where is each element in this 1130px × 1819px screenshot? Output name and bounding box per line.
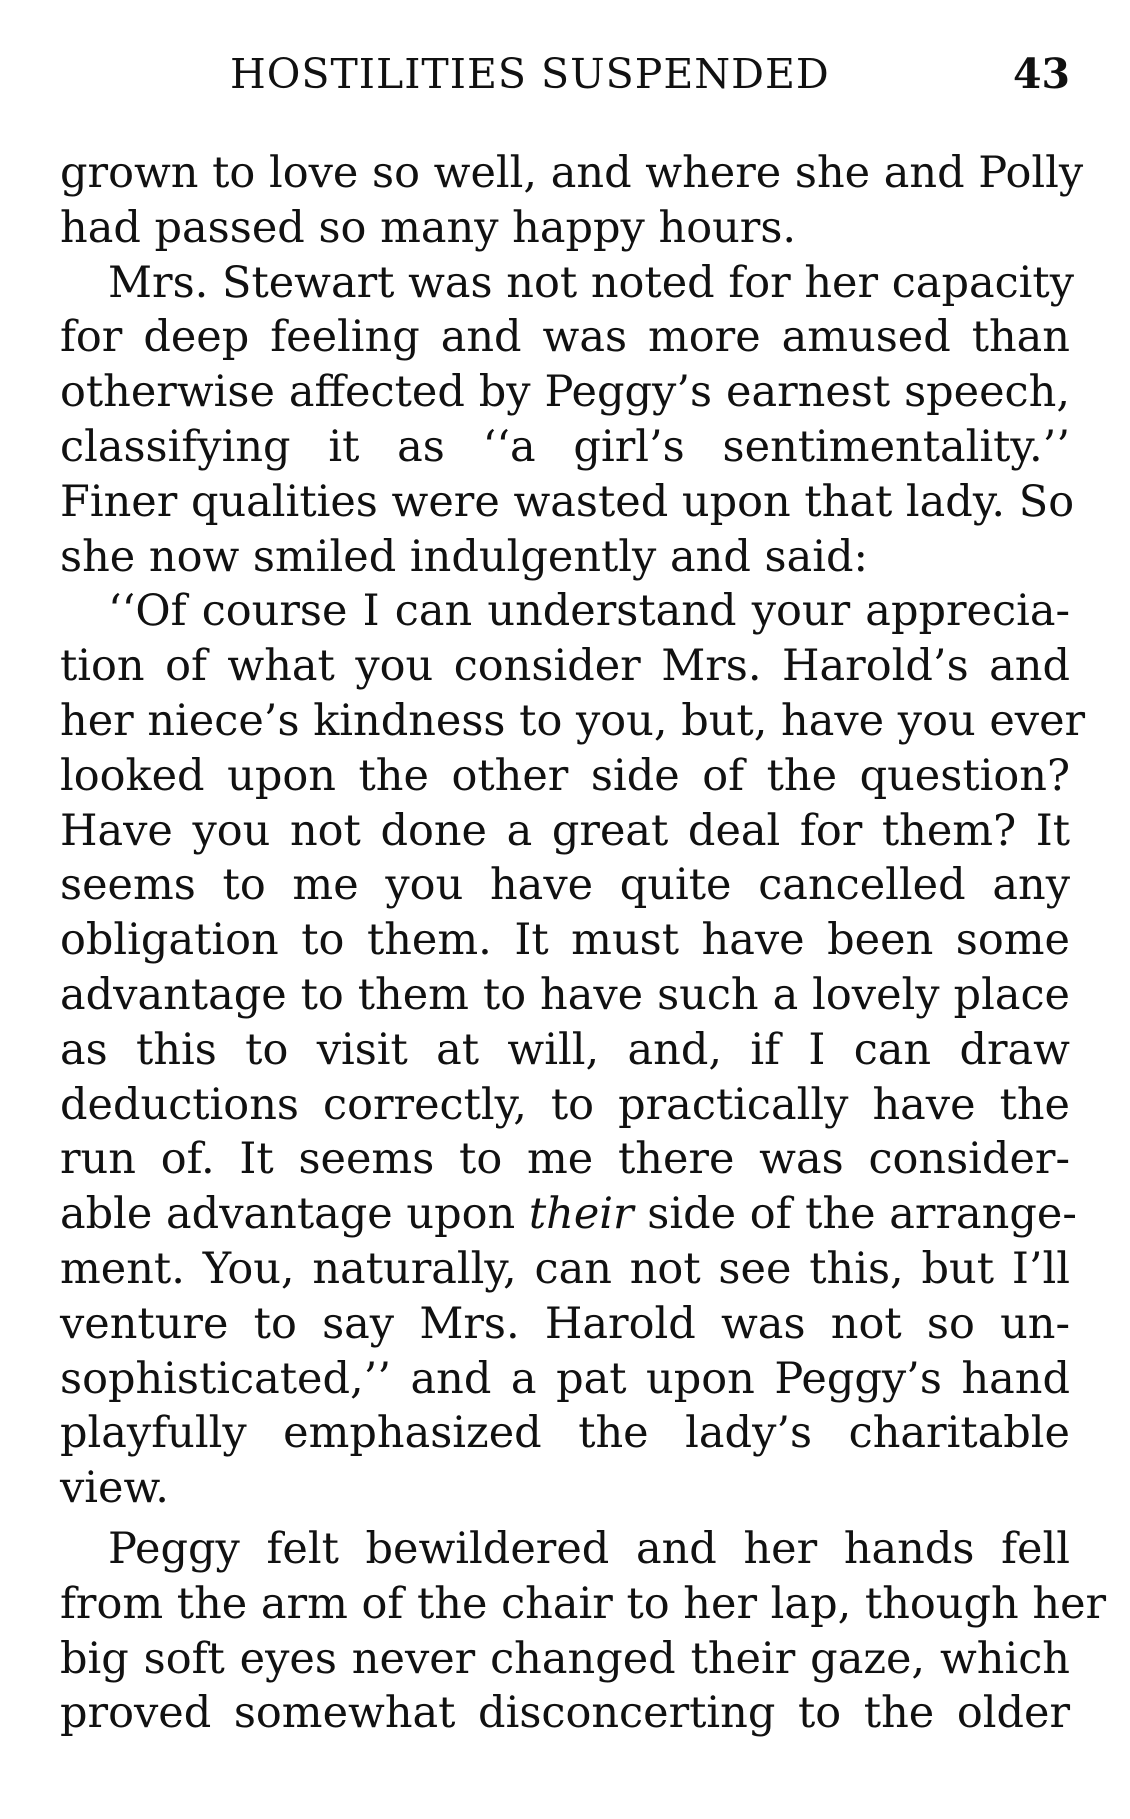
- text-line: ment. You, naturally, can not see this, but I’ll: [60, 1243, 1070, 1294]
- text-line: Finer qualities were wasted upon that lady. So: [60, 476, 1075, 527]
- text-line: tion of what you consider Mrs. Harold’s and: [60, 641, 1070, 692]
- text-line: ‘‘Of course I can understand your apprecia-: [108, 586, 1070, 637]
- text-segment: side of the arrange-: [633, 1189, 1077, 1240]
- text-line: looked upon the other side of the question?: [60, 750, 1070, 801]
- body-text: [60, 146, 1107, 1741]
- text-line: Peggy felt bewildered and her hands fell: [108, 1523, 1070, 1574]
- text-line: she now smiled indulgently and said:: [60, 531, 868, 582]
- text-line: run of. It seems to me there was consider-: [60, 1134, 1070, 1185]
- text-line: for deep feeling and was more amused than: [60, 312, 1070, 363]
- text-line: playfully emphasized the lady’s charitable: [60, 1408, 1070, 1459]
- page-number: 43: [1012, 50, 1070, 98]
- text-line: advantage to them to have such a lovely place: [60, 969, 1070, 1020]
- page-header: [230, 50, 1070, 110]
- italic-word: their: [528, 1189, 634, 1240]
- running-head: HOSTILITIES SUSPENDED: [230, 50, 830, 98]
- text-line: big soft eyes never changed their gaze, which: [60, 1633, 1070, 1684]
- text-line: venture to say Mrs. Harold was not so un-: [60, 1298, 1070, 1349]
- text-line: proved somewhat disconcerting to the older: [60, 1688, 1070, 1739]
- text-line: Mrs. Stewart was not noted for her capacity: [108, 257, 1075, 308]
- text-line: view.: [60, 1463, 169, 1514]
- text-line: obligation to them. It must have been some: [60, 915, 1070, 966]
- text-line: seems to me you have quite cancelled any: [60, 860, 1070, 911]
- text-line: grown to love so well, and where she and Polly: [60, 148, 1084, 198]
- text-line: Have you not done a great deal for them? It: [60, 805, 1070, 856]
- text-line: deductions correctly, to practically have the: [60, 1079, 1070, 1130]
- text-line: otherwise affected by Peggy’s earnest speech,: [60, 367, 1070, 418]
- text-line: classifying it as ‘‘a girl’s sentimentality.’’: [60, 421, 1070, 472]
- text-line: had passed so many happy hours.: [60, 202, 797, 253]
- text-segment: able advantage upon: [60, 1189, 529, 1240]
- text-line: sophisticated,’’ and a pat upon Peggy’s hand: [60, 1353, 1070, 1404]
- text-line: her niece’s kindness to you, but, have you ever: [60, 695, 1086, 746]
- text-line: as this to visit at will, and, if I can draw: [60, 1024, 1070, 1075]
- text-line: from the arm of the chair to her lap, though her: [60, 1578, 1107, 1629]
- text-line-with-italic: [60, 1187, 1077, 1242]
